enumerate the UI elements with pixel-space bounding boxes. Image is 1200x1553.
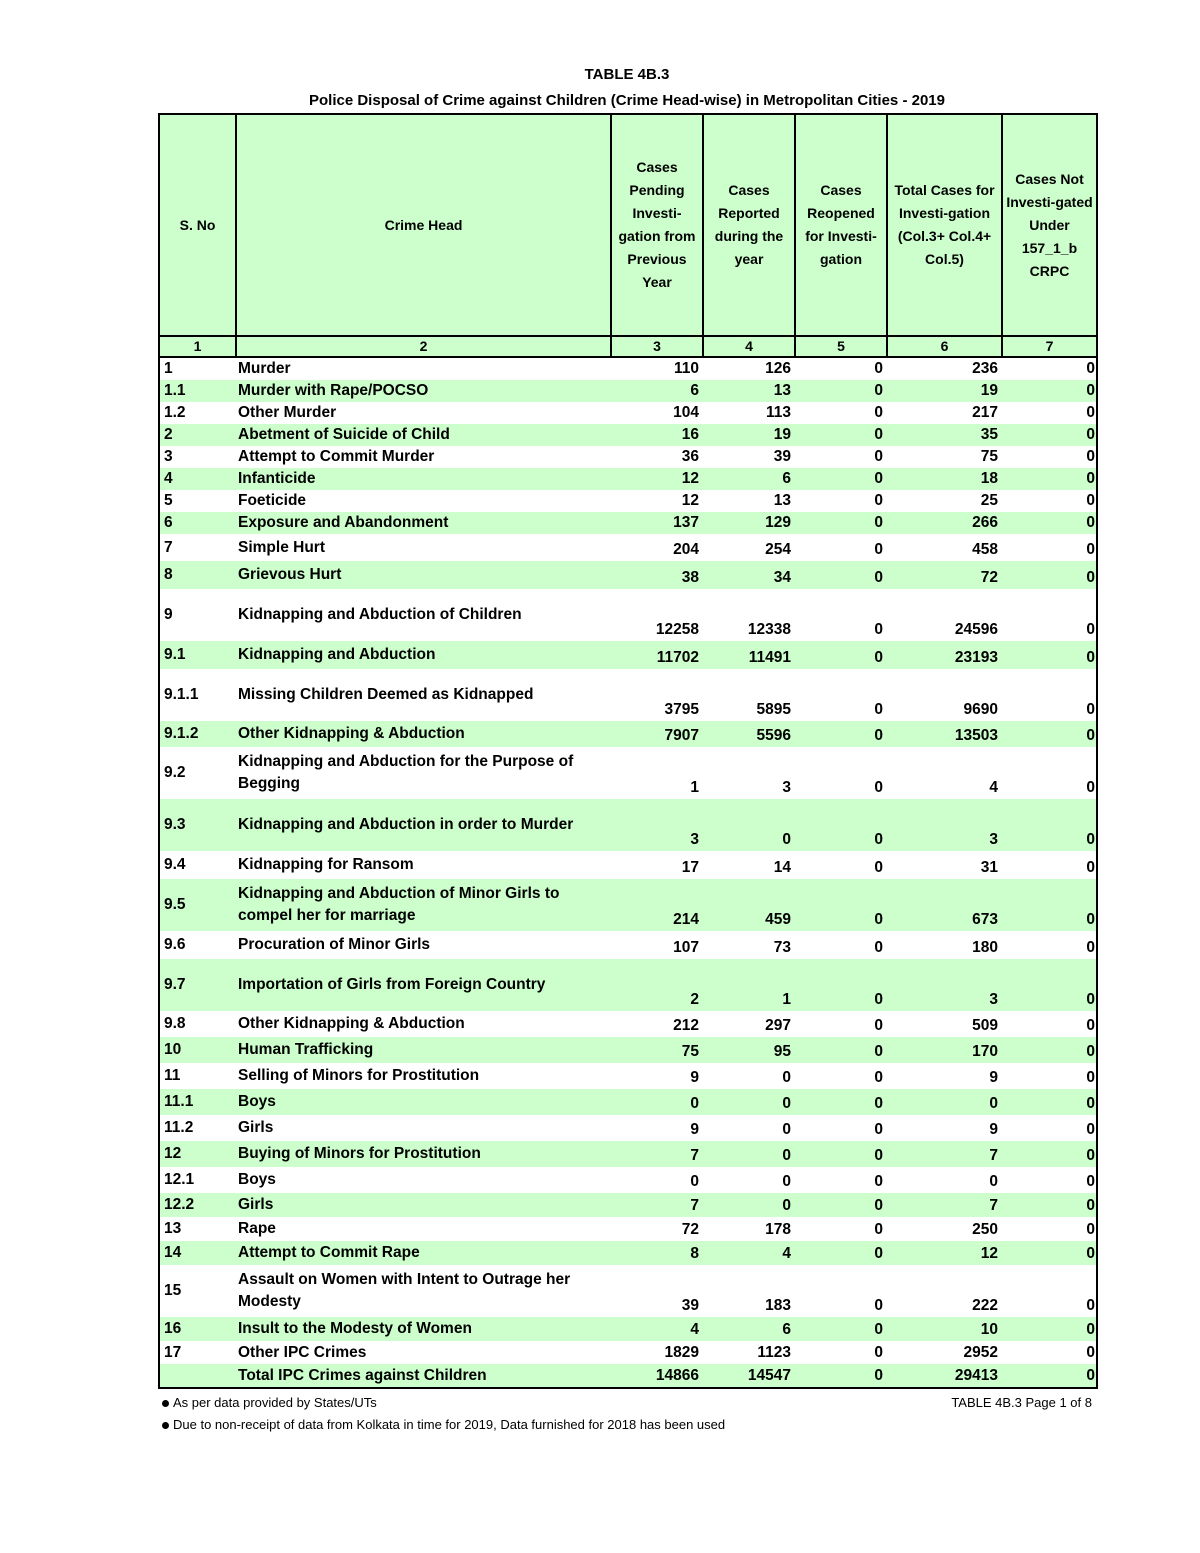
col-header-total: Total Cases for Investi-gation (Col.3+ Col.4+ Col.5)	[887, 114, 1002, 336]
table-row	[159, 1115, 1097, 1141]
row-reported: 0	[703, 1193, 795, 1217]
row-reopened: 0	[874, 492, 883, 509]
row-reported: 13	[703, 380, 795, 402]
row-not-investigated: 0	[1002, 561, 1097, 589]
table-row	[159, 1317, 1097, 1341]
row-sno: 9.8	[159, 1011, 236, 1037]
row-reported: 113	[765, 404, 791, 421]
row-reported: 14547	[703, 1364, 795, 1388]
row-reopened: 0	[795, 380, 887, 402]
row-crime-head: Selling of Minors for Prostitution	[238, 1067, 480, 1084]
row-total: 7	[887, 1141, 1002, 1167]
row-reported: 19	[703, 424, 795, 446]
row-reported: 6	[703, 1317, 795, 1341]
row-reopened: 0	[795, 721, 887, 747]
row-reopened: 0	[874, 1221, 883, 1238]
col-header-not-investigated: Cases Not Investi-gated Under 157_1_b CRPC	[1002, 114, 1097, 336]
col-header-reported: Cases Reported during the year	[703, 114, 795, 336]
row-not-investigated: 0	[1002, 879, 1097, 931]
row-not-investigated: 0	[1002, 402, 1097, 424]
row-crime-head: Importation of Girls from Foreign Country	[236, 959, 611, 1011]
row-pending: 6	[611, 380, 703, 402]
row-not-investigated: 0	[1002, 747, 1097, 799]
row-reported: 0	[782, 1173, 791, 1190]
row-sno: 9.7	[159, 959, 236, 1011]
row-not-investigated: 0	[1002, 1089, 1097, 1115]
row-total: 9	[989, 1069, 998, 1086]
table-row	[159, 1037, 1097, 1063]
row-sno: 9.6	[159, 931, 236, 959]
row-reported: 73	[773, 939, 791, 956]
row-total: 180	[972, 939, 998, 956]
row-crime-head: Other Murder	[238, 404, 337, 421]
row-sno: 6	[159, 512, 236, 534]
row-sno	[159, 1364, 236, 1388]
row-not-investigated: 0	[1002, 799, 1097, 851]
row-crime-head: Insult to the Modesty of Women	[236, 1317, 611, 1341]
row-reported: 39	[773, 448, 791, 465]
row-crime-head: Rape	[238, 1220, 276, 1237]
row-reported: 1	[703, 959, 795, 1011]
row-reopened: 0	[795, 512, 887, 534]
row-not-investigated: 0	[1002, 1265, 1097, 1317]
row-not-investigated: 0	[1002, 380, 1097, 402]
row-crime-head: Abetment of Suicide of Child	[236, 424, 611, 446]
table-subtitle: Police Disposal of Crime against Children (Crime Head-wise) in Metropolitan Cities - 2019	[309, 92, 945, 109]
row-reopened: 0	[795, 1089, 887, 1115]
table-row	[159, 490, 1097, 512]
crime-table	[158, 113, 1098, 1389]
row-crime-head: Kidnapping and Abduction for the Purpose of Begging	[238, 753, 574, 792]
row-total: 13503	[887, 721, 1002, 747]
footnote-2-text: Due to non-receipt of data from Kolkata in time for 2019, Data furnished for 2018 has been used	[173, 1417, 726, 1432]
row-not-investigated: 0	[1002, 641, 1097, 669]
table-row	[159, 1341, 1097, 1364]
row-total: 23193	[887, 641, 1002, 669]
col-header-reopened: Cases Reopened for Investi-gation	[795, 114, 887, 336]
row-not-investigated: 0	[1002, 959, 1097, 1011]
row-sno: 2	[159, 424, 236, 446]
row-reported: 34	[703, 561, 795, 589]
table-row	[159, 589, 1097, 641]
table-row	[159, 1265, 1097, 1317]
row-reopened: 0	[874, 1121, 883, 1138]
row-crime-head: Kidnapping and Abduction	[236, 641, 611, 669]
table-row	[159, 931, 1097, 959]
row-reopened: 0	[874, 1297, 883, 1314]
row-reopened: 0	[874, 1344, 883, 1361]
row-total: 4	[989, 779, 998, 796]
row-total: 458	[972, 541, 998, 558]
table-row	[159, 959, 1097, 1011]
row-crime-head: Assault on Women with Intent to Outrage her Modesty	[238, 1271, 571, 1310]
row-not-investigated: 0	[1002, 1241, 1097, 1265]
col-header-pending: Cases Pending Investi-gation from Previous Year	[611, 114, 703, 336]
row-pending: 38	[611, 561, 703, 589]
row-crime-head: Simple Hurt	[238, 538, 325, 556]
row-total: 19	[887, 380, 1002, 402]
row-crime-head: Infanticide	[236, 468, 611, 490]
row-total: 2952	[963, 1344, 998, 1361]
row-pending: 214	[611, 879, 703, 931]
table-row	[159, 851, 1097, 879]
row-reopened: 0	[874, 404, 883, 421]
row-pending: 0	[690, 1173, 699, 1190]
row-reopened: 0	[795, 561, 887, 589]
row-pending: 1	[690, 779, 699, 796]
row-not-investigated: 0	[1002, 669, 1097, 721]
row-reported: 14	[773, 859, 791, 876]
row-sno: 9.1	[159, 641, 236, 669]
col-number: 3	[611, 336, 703, 357]
table-row	[159, 799, 1097, 851]
row-not-investigated: 0	[1002, 931, 1097, 959]
table-row	[159, 747, 1097, 799]
row-crime-head: Grievous Hurt	[236, 561, 611, 589]
table-row	[159, 879, 1097, 931]
row-not-investigated: 0	[1002, 721, 1097, 747]
row-total: 509	[972, 1017, 998, 1034]
row-crime-head: Procuration of Minor Girls	[238, 936, 431, 953]
row-sno: 9.1.2	[159, 721, 236, 747]
table-row	[159, 424, 1097, 446]
row-sno: 1.2	[159, 402, 236, 424]
row-crime-head: Boys	[238, 1171, 276, 1188]
table-row	[159, 1241, 1097, 1265]
row-pending: 212	[673, 1017, 699, 1034]
row-pending: 14866	[611, 1364, 703, 1388]
col-number: 6	[887, 336, 1002, 357]
row-sno: 9.2	[159, 747, 236, 799]
row-sno: 8	[159, 561, 236, 589]
row-reported: 11491	[703, 641, 795, 669]
row-sno: 9.5	[159, 879, 236, 931]
row-sno: 9.3	[159, 799, 236, 851]
col-number: 7	[1002, 336, 1097, 357]
row-reported: 6	[703, 468, 795, 490]
row-pending: 7	[611, 1193, 703, 1217]
row-not-investigated: 0	[1002, 1193, 1097, 1217]
row-reopened: 0	[795, 1364, 887, 1388]
footnote-1	[162, 1395, 377, 1410]
col-number: 5	[795, 336, 887, 357]
row-total: 3	[887, 959, 1002, 1011]
row-not-investigated: 0	[1002, 512, 1097, 534]
table-row	[159, 468, 1097, 490]
row-total: 236	[972, 360, 998, 377]
row-pending: 7907	[611, 721, 703, 747]
row-reported: 126	[765, 360, 791, 377]
row-total: 35	[887, 424, 1002, 446]
row-total: 31	[980, 859, 998, 876]
row-sno: 16	[159, 1317, 236, 1341]
row-crime-head: Kidnapping for Ransom	[238, 856, 414, 873]
row-sno: 17	[159, 1341, 236, 1364]
row-total: 673	[887, 879, 1002, 931]
row-reported: 254	[765, 541, 791, 558]
table-row	[159, 561, 1097, 589]
row-pending: 9	[690, 1121, 699, 1138]
row-reopened: 0	[874, 541, 883, 558]
row-pending: 3	[611, 799, 703, 851]
row-pending: 3795	[664, 701, 699, 718]
row-pending: 72	[681, 1221, 699, 1238]
row-crime-head: Foeticide	[238, 492, 307, 509]
row-sno: 11.1	[159, 1089, 236, 1115]
row-not-investigated: 0	[1002, 1141, 1097, 1167]
row-reopened: 0	[874, 1173, 883, 1190]
row-reported: 0	[782, 1121, 791, 1138]
row-sno: 15	[159, 1265, 236, 1317]
row-pending: 4	[611, 1317, 703, 1341]
row-pending: 75	[611, 1037, 703, 1063]
row-total: 9690	[963, 701, 998, 718]
row-crime-head: Murder with Rape/POCSO	[236, 380, 611, 402]
row-total: 0	[887, 1089, 1002, 1115]
row-pending: 107	[673, 939, 699, 956]
row-reopened: 0	[795, 799, 887, 851]
row-reopened: 0	[874, 779, 883, 796]
row-sno: 12.1	[159, 1167, 236, 1193]
row-not-investigated: 0	[1002, 1364, 1097, 1388]
row-reopened: 0	[795, 879, 887, 931]
table-row	[159, 357, 1097, 380]
table-row	[159, 1193, 1097, 1217]
row-crime-head: Missing Children Deemed as Kidnapped	[238, 686, 534, 703]
table-row	[159, 641, 1097, 669]
row-pending: 12	[681, 492, 699, 509]
row-total: 222	[972, 1297, 998, 1314]
row-reported: 0	[703, 1141, 795, 1167]
row-crime-head: Attempt to Commit Rape	[236, 1241, 611, 1265]
row-crime-head: Exposure and Abandonment	[236, 512, 611, 534]
row-crime-head: Other IPC Crimes	[238, 1343, 367, 1361]
row-not-investigated: 0	[1002, 446, 1097, 468]
row-total: 266	[887, 512, 1002, 534]
col-header-sno: S. No	[159, 114, 236, 336]
table-row	[159, 446, 1097, 468]
row-crime-head: Girls	[236, 1193, 611, 1217]
row-pending: 39	[681, 1297, 699, 1314]
row-reported: 0	[703, 799, 795, 851]
row-pending: 17	[681, 859, 699, 876]
row-pending: 12258	[655, 621, 699, 638]
row-crime-head: Murder	[238, 360, 291, 377]
bullet-icon	[162, 1400, 169, 1407]
row-reopened: 0	[874, 701, 883, 718]
row-sno: 11.2	[159, 1115, 236, 1141]
row-pending: 104	[673, 404, 699, 421]
row-pending: 1829	[664, 1344, 699, 1361]
table-row	[159, 1011, 1097, 1037]
row-not-investigated: 0	[1002, 424, 1097, 446]
row-not-investigated: 0	[1002, 1011, 1097, 1037]
row-not-investigated: 0	[1002, 1317, 1097, 1341]
row-not-investigated: 0	[1002, 1063, 1097, 1089]
table-row	[159, 1167, 1097, 1193]
row-reported: 5895	[756, 701, 791, 718]
row-total: 3	[887, 799, 1002, 851]
row-reported: 178	[765, 1221, 791, 1238]
row-not-investigated: 0	[1002, 589, 1097, 641]
row-crime-head: Human Trafficking	[236, 1037, 611, 1063]
row-total: 72	[887, 561, 1002, 589]
row-sno: 3	[159, 446, 236, 468]
row-reopened: 0	[874, 360, 883, 377]
row-crime-head: Other Kidnapping & Abduction	[238, 1015, 465, 1032]
row-reopened: 0	[795, 959, 887, 1011]
row-reopened: 0	[874, 448, 883, 465]
table-row	[159, 534, 1097, 561]
row-sno: 9.4	[159, 851, 236, 879]
col-number: 4	[703, 336, 795, 357]
row-reported: 183	[765, 1297, 791, 1314]
footnote-2	[162, 1417, 725, 1432]
row-sno: 13	[159, 1217, 236, 1241]
table-row	[159, 1141, 1097, 1167]
row-reported: 95	[703, 1037, 795, 1063]
row-reported: 12338	[747, 621, 791, 638]
row-total: 18	[887, 468, 1002, 490]
row-reported: 3	[782, 779, 791, 796]
row-total: 9	[989, 1121, 998, 1138]
row-crime-head: Girls	[238, 1119, 274, 1136]
row-pending: 12	[611, 468, 703, 490]
row-not-investigated: 0	[1002, 1115, 1097, 1141]
row-reported: 129	[703, 512, 795, 534]
row-reopened: 0	[874, 1069, 883, 1086]
table-row	[159, 1089, 1097, 1115]
row-crime-head: Attempt to Commit Murder	[238, 448, 435, 465]
row-pending: 2	[611, 959, 703, 1011]
row-total: 24596	[954, 621, 998, 638]
row-pending: 36	[681, 448, 699, 465]
table-row	[159, 721, 1097, 747]
row-total: 10	[887, 1317, 1002, 1341]
row-pending: 7	[611, 1141, 703, 1167]
total-row	[159, 1364, 1097, 1388]
row-total: 25	[980, 492, 998, 509]
table-row	[159, 402, 1097, 424]
row-sno: 12.2	[159, 1193, 236, 1217]
row-not-investigated: 0	[1002, 851, 1097, 879]
row-total: 7	[887, 1193, 1002, 1217]
row-sno: 1	[159, 357, 236, 380]
row-crime-head: Kidnapping and Abduction in order to Murder	[236, 799, 611, 851]
row-reported: 5596	[703, 721, 795, 747]
row-not-investigated: 0	[1002, 534, 1097, 561]
row-total: 250	[972, 1221, 998, 1238]
row-not-investigated: 0	[1002, 1037, 1097, 1063]
row-reported: 13	[773, 492, 791, 509]
row-total: 29413	[887, 1364, 1002, 1388]
page-indicator: TABLE 4B.3 Page 1 of 8	[951, 1395, 1092, 1410]
row-reopened: 0	[795, 641, 887, 669]
header-row	[159, 114, 1097, 336]
row-reopened: 0	[874, 939, 883, 956]
row-sno: 12	[159, 1141, 236, 1167]
row-reopened: 0	[795, 1241, 887, 1265]
bullet-icon	[162, 1422, 169, 1429]
row-total: 0	[989, 1173, 998, 1190]
table-row	[159, 380, 1097, 402]
row-total: 170	[887, 1037, 1002, 1063]
row-crime-head: Boys	[236, 1089, 611, 1115]
row-total: 217	[972, 404, 998, 421]
row-crime-head: Kidnapping and Abduction of Minor Girls to compel her for marriage	[236, 879, 611, 931]
col-number: 1	[159, 336, 236, 357]
col-number: 2	[236, 336, 611, 357]
row-reopened: 0	[795, 468, 887, 490]
row-reopened: 0	[795, 424, 887, 446]
row-crime-head: Total IPC Crimes against Children	[236, 1364, 611, 1388]
row-sno: 9.1.1	[159, 669, 236, 721]
row-crime-head: Kidnapping and Abduction of Children	[238, 606, 522, 623]
row-reopened: 0	[874, 1017, 883, 1034]
row-pending: 110	[673, 360, 699, 377]
row-reported: 459	[703, 879, 795, 931]
row-pending: 11702	[611, 641, 703, 669]
row-reopened: 0	[795, 1317, 887, 1341]
row-reopened: 0	[795, 1193, 887, 1217]
table-body	[159, 357, 1097, 1388]
row-sno: 9	[159, 589, 236, 641]
table-row	[159, 1217, 1097, 1241]
row-not-investigated: 0	[1002, 1217, 1097, 1241]
table-row	[159, 1063, 1097, 1089]
row-sno: 14	[159, 1241, 236, 1265]
row-sno: 7	[159, 534, 236, 561]
table-row	[159, 512, 1097, 534]
row-pending: 8	[611, 1241, 703, 1265]
row-not-investigated: 0	[1002, 490, 1097, 512]
row-not-investigated: 0	[1002, 1167, 1097, 1193]
row-reopened: 0	[874, 621, 883, 638]
row-pending: 0	[611, 1089, 703, 1115]
row-reported: 0	[782, 1069, 791, 1086]
row-sno: 5	[159, 490, 236, 512]
row-reopened: 0	[874, 859, 883, 876]
row-sno: 1.1	[159, 380, 236, 402]
row-crime-head: Buying of Minors for Prostitution	[236, 1141, 611, 1167]
footnote-1-text: As per data provided by States/UTs	[173, 1395, 377, 1410]
row-reopened: 0	[795, 1037, 887, 1063]
row-pending: 16	[611, 424, 703, 446]
row-pending: 137	[611, 512, 703, 534]
row-not-investigated: 0	[1002, 357, 1097, 380]
row-reported: 297	[765, 1017, 791, 1034]
row-reported: 0	[703, 1089, 795, 1115]
row-sno: 10	[159, 1037, 236, 1063]
row-reported: 1123	[757, 1344, 791, 1361]
row-reopened: 0	[795, 1141, 887, 1167]
table-title: TABLE 4B.3	[584, 66, 670, 83]
row-pending: 204	[673, 541, 699, 558]
row-sno: 11	[159, 1063, 236, 1089]
col-header-crime-head: Crime Head	[236, 114, 611, 336]
row-not-investigated: 0	[1002, 1341, 1097, 1364]
row-total: 75	[980, 448, 998, 465]
row-pending: 9	[690, 1069, 699, 1086]
row-reported: 4	[703, 1241, 795, 1265]
row-not-investigated: 0	[1002, 468, 1097, 490]
column-number-row	[159, 336, 1097, 357]
row-sno: 4	[159, 468, 236, 490]
row-total: 12	[887, 1241, 1002, 1265]
table-row	[159, 669, 1097, 721]
row-crime-head: Other Kidnapping & Abduction	[236, 721, 611, 747]
